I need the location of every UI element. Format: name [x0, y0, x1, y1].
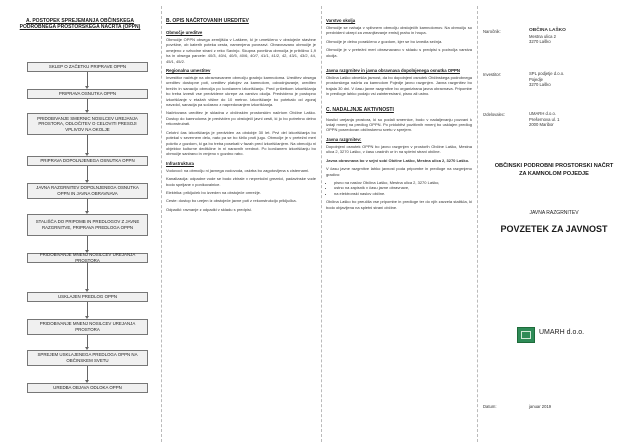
client-label: Naročnik: [483, 29, 501, 34]
flow-step: PRIDOBIVANJE MNENJ NOSILCEV UREJANJA PROSTORA [27, 319, 148, 335]
subtitle: JAVNA RAZGRNITEV [529, 210, 579, 216]
list-item: • ustno na zapisnik v času javne obravnave, [334, 185, 472, 190]
paragraph: Ceste: dostop bo urejen iz obstoječe javne poti z rekonstrukcijo priključka. [166, 198, 297, 204]
fold-line [321, 6, 322, 442]
company-logo-icon [517, 327, 535, 343]
client-city: 3270 Laško [529, 39, 551, 44]
paragraph: Občina Laško obvešča javnost, da bo dopolnjeni osnutek Občinskega podrobnega prostorskega načrta za kamnolom Pojedje javno razgrnjen. Javna razgrnitev bo trajala 30 dni. V času javne razgrnitve bo organizirana javna obravnava. Pripombe in predloge lahko podajo vsi zainteresirani, pisno ali ustno. [326, 75, 472, 97]
section-heading: C. NADALJNJE AKTIVNOSTI [326, 106, 394, 113]
maker-name: UMARH d.o.o. [529, 111, 556, 116]
subheading: Območje ureditve [166, 30, 203, 35]
paragraph: V času javne razgrnitve lahko javnost poda pripombe in predloge na razgrnjeno gradivo: [326, 166, 472, 177]
flow-arrow [87, 166, 88, 180]
plan-title: OBČINSKI PODROBNI PROSTORSKI NAČRT [494, 163, 614, 169]
maker-city: 2000 Maribor [529, 122, 554, 127]
flow-step: PRIDOBIVANJE MNENJ NOSILCEV UREJANJA PROSTORA [27, 253, 148, 263]
investor-city: 3270 Laško [529, 82, 551, 87]
plan-title-second: ZA KAMNOLOM POJEDJE [519, 171, 589, 177]
maker-street: Prešernova ul. 1 [529, 117, 560, 122]
paragraph: Območje OPPN obsega zemljišča v Laškem, ki je umeščeno v obstoječe stavbne površine, ob katerih poteka cesta, namenjena povezavi. Obravnavano območje je omejeno z vzhodne strani z reko Savinjo. Skupna površina območja je približno 1,9 ha in obsega parcele: 40/3, 40/4, 40/5, 40/6, 40/7, 41/1, 41/2, 42, 43/1, 43/2, 44, 45/1, 45/2. [166, 37, 316, 64]
paragraph: Območje je v pretežni meri obravnavano v skladu s predpisi s področja varstva okolja. [326, 47, 472, 58]
flowchart-heading: A. POSTOPEK SPREJEMANJA OBČINSKEGA PODROBNEGA PROSTORSKEGA NAČRTA (OPPN) [19, 18, 141, 30]
flow-arrow [87, 99, 88, 110]
subheading: Javna razgrnitev: [326, 136, 362, 142]
flow-step: UREDBA OBJAVA ODLOKA OPPN [27, 383, 148, 393]
paragraph: Načrtovana ureditev je skladna z občinskim prostorskim načrtom Občine Laško. Dostop do kamnoloma je predviden po obstoječi javni cesti, ki jo bo potrebno delno rekonstruirati. [166, 110, 316, 127]
flow-step: PRIPRAVA DOPOLNJENEGA OSNUTKA OPPN [27, 156, 148, 166]
notice-column [326, 14, 472, 213]
paragraph: Vodovod: na območju ni javnega vodovoda, oskrba bo zagotovljena s cisternami. [166, 167, 310, 173]
summary-title: POVZETEK ZA JAVNOST [500, 224, 608, 234]
paragraph: Območje je delno poraščeno z gozdom, kjer se bo izvedla sečnja. [326, 38, 443, 44]
fold-line [161, 6, 162, 442]
subheading: Regionalna umestitev [166, 68, 211, 74]
paragraph: Celotni čas izkoriščanja je predviden za obdobje 30 let. Prvi del izkoriščanja bo potekal v severnem delu, nato pa se bo širilo proti jugu. Območje je v pretežni meri pokrito z gozdom, ki ga bo treba posekati v fazah pred izkoriščanjem. Na območju ni objektov kulturne dediščine in ni naravnih vrednot. Po končanem izkoriščanju bo območje sanirano in vrnjeno v gozdno rabo. [166, 129, 316, 157]
paragraph: Dopolnjeni osnutek OPPN bo javno razgrnjen v prostorih Občine Laško, Mestna ulica 2, 3270 Laško, v času uradnih ur in na spletni strani občine. [326, 143, 472, 155]
investor-label: Investitor: [483, 72, 502, 77]
flow-arrow [87, 199, 88, 211]
flow-arrow [87, 236, 88, 250]
company-name: UMARH d.o.o. [539, 329, 585, 336]
flow-step: PRIPRAVA OSNUTKA OPPN [27, 89, 148, 99]
flow-arrow [87, 366, 88, 380]
paragraph: Investitor načrtuje na obravnavanem območju gradnjo kamnoloma. Ureditev obsega ureditev dostopne poti, ureditev platojev za kamnolom, odvodnjavanje, ureditev brežin in sanacijo območja po končanem izkoriščanju. Pred pričetkom izkoriščanja bo treba izvesti vse predvidene ukrepe za varstvo okolja. Predvideno je postopno izkoriščanje v etažah višine do 10 metrov. Izkoriščanje bo potekalo od zgoraj navzdol, sanacija pa sočasno z napredovanjem izkoriščanja. [166, 75, 316, 108]
cover-panel [479, 0, 629, 448]
flow-arrow [87, 302, 88, 316]
flow-arrow [87, 72, 88, 86]
list-item: • na elektronski naslov občine. [334, 191, 472, 196]
flow-step: SPREJEM USKLAJENEGA PREDLOGA OPPN NA OBČINSKEM SVETU [27, 350, 148, 366]
flow-arrow [87, 135, 88, 153]
subheading: Infrastruktura [166, 160, 194, 166]
client-street: Mestna ulica 2 [529, 34, 556, 39]
paragraph: Območje se nahaja v vplivnem območju obstoječih kamnolomov. Na območju so predvideni ukrepi za zmanjševanje emisij prahu in hrupa. [326, 25, 472, 36]
investor-name: SPL podjetje d.o.o. [529, 71, 565, 76]
investor-place: Pojedje [529, 77, 543, 82]
date-value: januar 2019 [529, 404, 552, 409]
flow-step: JAVNA RAZGRNITEV DOPOLNJENEGA OSNUTKA OPPN IN JAVNA OBRAVNAVA [27, 183, 148, 199]
date-label: Datum: [483, 404, 497, 409]
flow-step: PRIDOBIVANJE SMERNIC NOSILCEV UREJANJA PROSTORA, ODLOČITEV O CELOVITI PRESOJI VPLIVOV NA OKOLJE [27, 113, 148, 135]
paragraph: Nosilci urejanja prostora, ki so podali smernice, bodo v nadaljevanju pozvani k izdaji mnenj na predlog OPPN. Po pridobitvi pozitivnih mnenj bo usklajen predlog OPPN posredovan občinskemu svetu v sprejem. [326, 116, 472, 133]
paragraph: Občina Laško bo preučila vse pripombe in predloge ter do njih zavzela stališča, ki bodo objavljena na spletni strani občine. [326, 199, 472, 210]
paragraph: Javna obravnava bo v sejni sobi Občine Laško, Mestna ulica 2, 3270 Laško. [326, 157, 470, 163]
flow-step: STALIŠČA DO PRIPOMB IN PREDLOGOV Z JAVNE RAZGRNITVE, PRIPRAVA PREDLOGA OPPN [27, 214, 148, 236]
paragraph: Kanalizacija: odpadne vode se bodo zbirale v nepretočni greznici, padavinske vode bodo speljane v ponikovalnice. [166, 176, 316, 187]
paragraph: Odpadki: ravnanje z odpadki v skladu s predpisi. [166, 206, 252, 212]
subheading: Javna razgrnitev in javna obravnava dopolnjenega osnutka OPPN [326, 68, 460, 74]
client-name: OBČINA LAŠKO [529, 28, 566, 33]
flow-arrow [87, 263, 88, 289]
flow-step: SKLEP O ZAČETKU PRIPRAVE OPPN [27, 62, 148, 72]
flow-arrow [87, 335, 88, 347]
procedure-flowchart [0, 14, 160, 38]
fold-line [477, 6, 478, 442]
flow-step: USKLAJEN PREDLOG OPPN [27, 292, 148, 302]
subheading: Varstvo okolja [326, 18, 356, 23]
maker-label: Izdelovalec: [483, 112, 506, 117]
paragraph: Elektrika: priključek bo izveden na obstoječe omrežje. [166, 189, 261, 195]
description-column [166, 14, 316, 215]
list-item: • pisno na naslov Občina Laško, Mestna ulica 2, 3270 Laško, [334, 180, 472, 185]
section-heading: B. OPIS NAČRTOVANIH UREDITEV [166, 18, 249, 24]
